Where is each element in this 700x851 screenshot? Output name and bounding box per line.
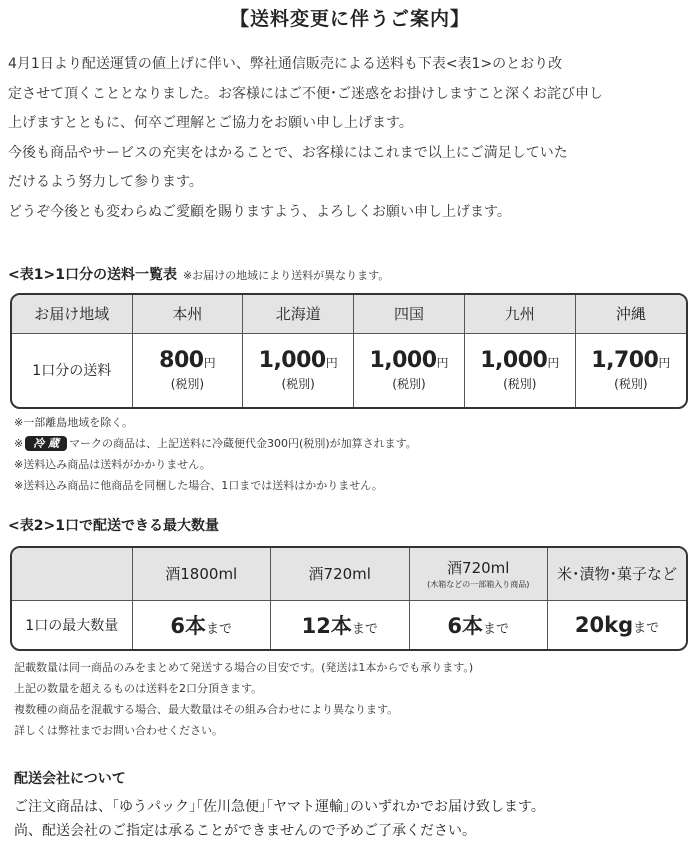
table1-row-label: 1口分の送料 xyxy=(12,333,132,407)
price-unit: 円 xyxy=(547,356,560,371)
product-header xyxy=(132,548,271,600)
cold-mark-badge: 冷 蔵 xyxy=(25,436,67,451)
table2-note: 複数種の商品を混載する場合、最大数量はその組み合わせにより異なります。 xyxy=(14,703,399,716)
intro-line: 定させて頂くこととなりました。お客様にはご不便･ご迷惑をお掛けしますこと深くお詫び申し xyxy=(8,85,603,102)
tax-note: (税別) xyxy=(614,377,648,392)
price-cell xyxy=(464,333,575,407)
region-header: 四国 xyxy=(354,295,465,333)
footnote-cold xyxy=(14,433,417,454)
tax-note: (税別) xyxy=(281,377,315,392)
table2-qty-row xyxy=(12,600,686,649)
qty-suffix: まで xyxy=(483,621,510,637)
table2-note: 記載数量は同一商品のみをまとめて発送する場合の目安です。(発送は1本からでも承ります。) xyxy=(14,661,474,674)
qty-suffix: まで xyxy=(351,621,378,637)
carrier-line: ご注文商品は、｢ゆうパック｣｢佐川急便｣｢ヤマト運輸｣のいずれかでお届け致します。 xyxy=(14,799,545,815)
tax-note: (税別) xyxy=(503,377,537,392)
price-cell xyxy=(575,333,686,407)
price-unit: 円 xyxy=(203,356,216,371)
table1-header-label: お届け地域 xyxy=(12,295,132,333)
price-unit: 円 xyxy=(325,356,338,371)
product-name: 米･漬物･菓子など xyxy=(556,565,677,584)
table1-price-row xyxy=(12,333,686,407)
footnote: ※送料込み商品に他商品を同梱した場合、1口までは送料はかかりません。 xyxy=(14,479,383,492)
region-header: 北海道 xyxy=(243,295,354,333)
price-unit: 円 xyxy=(436,356,449,371)
product-name: 酒720ml xyxy=(447,559,510,578)
table2-notes xyxy=(14,657,473,741)
footnote: ※一部離島地域を除く。 xyxy=(14,416,133,429)
table1-heading: <表1>1口分の送料一覧表 xyxy=(8,267,177,283)
table2-heading-row xyxy=(8,515,219,535)
region-header: 沖縄 xyxy=(575,295,686,333)
price-unit: 円 xyxy=(658,356,671,371)
carrier-text xyxy=(14,795,545,843)
price-cell xyxy=(132,333,243,407)
price-cell xyxy=(243,333,354,407)
table1-heading-row xyxy=(8,264,389,284)
product-subnote: (木箱などの一部箱入り商品) xyxy=(427,580,530,590)
table2-note: 上記の数量を超えるものは送料を2口分頂きます。 xyxy=(14,682,263,695)
qty-cell xyxy=(409,600,548,649)
tax-note: (税別) xyxy=(170,377,205,392)
qty-cell xyxy=(271,600,410,649)
intro-text xyxy=(8,50,694,227)
qty-cell xyxy=(548,600,687,649)
qty-value: 6本 xyxy=(447,613,484,638)
footnote: ※送料込み商品は送料がかかりません。 xyxy=(14,458,211,471)
price-cell xyxy=(354,333,465,407)
qty-value: 12本 xyxy=(301,613,352,638)
qty-suffix: まで xyxy=(633,620,660,636)
price-value: 1,000 xyxy=(369,348,437,374)
page-title: 【送料変更に伴うご案内】 xyxy=(229,8,470,30)
table2-row-label: 1口の最大数量 xyxy=(12,600,132,649)
footnote-prefix: ※ xyxy=(14,437,24,450)
price-value: 1,000 xyxy=(480,348,548,374)
price-value: 1,000 xyxy=(258,348,326,374)
intro-line: 4月1日より配送運賃の値上げに伴い、弊社通信販売による送料も下表<表1>のとおり改 xyxy=(8,56,563,72)
qty-value: 20kg xyxy=(574,612,634,637)
table2-heading: <表2>1口で配送できる最大数量 xyxy=(8,518,219,534)
intro-line: 上げますとともに、何卒ご理解とご協力をお願い申し上げます。 xyxy=(8,115,413,131)
shipping-fee-table xyxy=(10,293,688,409)
product-name: 酒720ml xyxy=(308,565,371,584)
table2-header-blank xyxy=(12,548,132,600)
price-value: 1,700 xyxy=(591,348,659,374)
qty-value: 6本 xyxy=(170,613,207,638)
qty-suffix: まで xyxy=(206,621,233,637)
table1-note: ※お届けの地域により送料が異なります。 xyxy=(182,269,390,282)
table2-header-row xyxy=(12,548,686,600)
max-quantity-table xyxy=(10,546,688,651)
tax-note: (税別) xyxy=(392,377,426,392)
intro-line: 今後も商品やサービスの充実をはかることで、お客様にはこれまで以上にご満足していた xyxy=(8,144,568,161)
price-value: 800 xyxy=(159,348,204,374)
table1-footnotes xyxy=(14,412,417,496)
region-header: 本州 xyxy=(132,295,243,333)
product-header xyxy=(548,548,687,600)
product-header xyxy=(271,548,410,600)
product-name: 酒1800ml xyxy=(165,565,238,584)
product-header xyxy=(409,548,548,600)
carrier-heading: 配送会社について xyxy=(14,771,126,787)
intro-line: どうぞ今後とも変わらぬご愛顧を賜りますよう、よろしくお願い申し上げます。 xyxy=(8,203,511,220)
table2-note: 詳しくは弊社までお問い合わせください。 xyxy=(14,724,223,737)
carrier-line: 尚、配送会社のご指定は承ることができませんので予めご了承ください。 xyxy=(14,823,476,839)
region-header: 九州 xyxy=(464,295,575,333)
qty-cell xyxy=(132,600,271,649)
intro-line: だけるよう努力して参ります。 xyxy=(8,174,203,190)
table1-header-row xyxy=(12,295,686,333)
footnote-text: マークの商品は、上記送料に冷蔵便代金300円(税別)が加算されます。 xyxy=(69,437,417,450)
